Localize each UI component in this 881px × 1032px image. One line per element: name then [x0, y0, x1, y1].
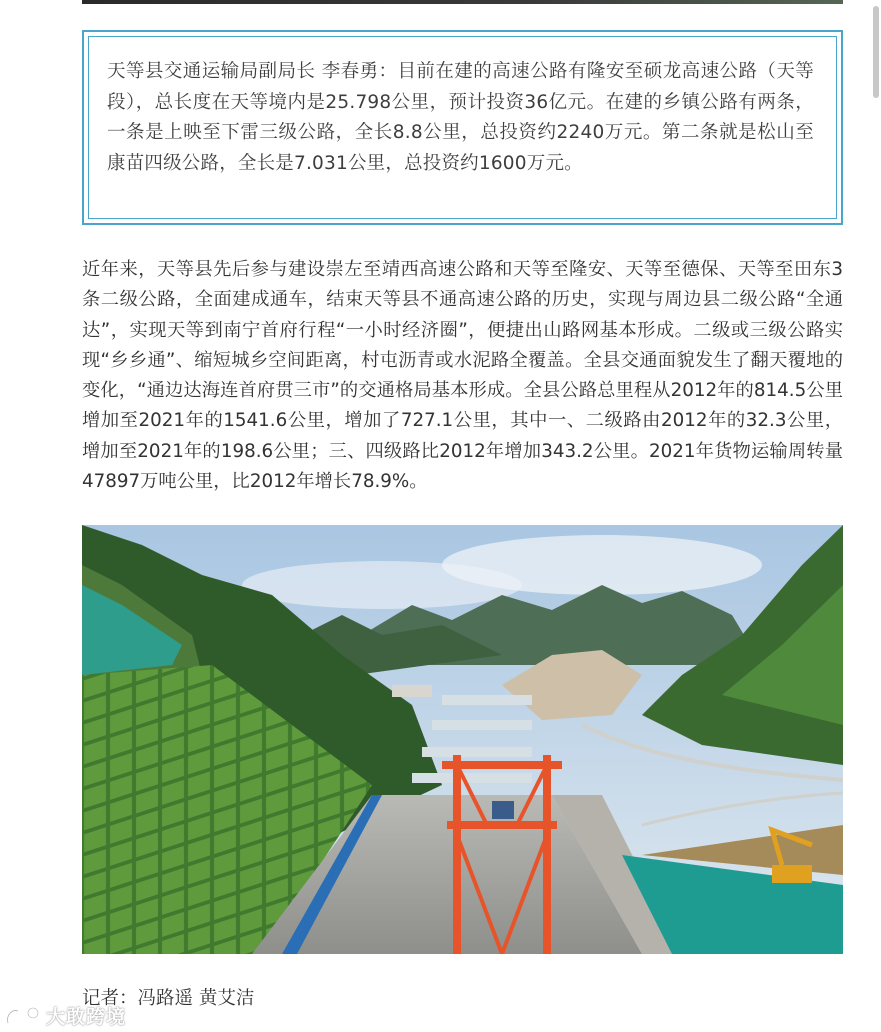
scrollbar[interactable]	[871, 0, 881, 1032]
quote-inner-frame	[88, 36, 837, 219]
article-paragraph: 近年来，天等县先后参与建设崇左至靖西高速公路和天等至隆安、天等至德保、天等至田东3条二级公路，全面建成通车，结束天等县不通高速公路的历史，实现与周边县二级公路“全通达”，实现天等到南宁首府行程“一小时经济圈”，便捷出山路网基本形成。二级或三级公路实现“乡乡通”、缩短城乡空间距离，村屯沥青或水泥路全覆盖。全县交通面貌发生了翻天覆地的变化，“通边达海连首府贯三市”的交通格局基本形成。全县公路总里程从2012年的814.5公里增加至2021年的1541.6公里，增加了727.1公里，其中一、二级路由2012年的32.3公里，增加至2021年的198.6公里；三、四级路比2012年增加343.2公里。2021年货物运输周转量47897万吨公里，比2012年增长78.9%。	[82, 259, 843, 493]
watermark	[4, 1002, 126, 1029]
quote-text: 天等县交通运输局副局长 李春勇：目前在建的高速公路有隆安至硕龙高速公路（天等段），总长度在天等境内是25.798公里，预计投资36亿元。在建的乡镇公路有两条，一条是上映至下雷三级公路，全长8.8公里，总投资约2240万元。第二条就是松山至康苗四级公路，全长是7.031公里，总投资约1600万元。	[107, 61, 814, 174]
scrollbar-thumb[interactable]	[873, 6, 879, 98]
top-photo-edge	[82, 0, 843, 4]
watermark-logo-icon	[4, 1005, 42, 1027]
quote-box	[82, 30, 843, 225]
reporter-credit: 记者：冯路遥 黄艾洁	[82, 988, 255, 1009]
watermark-text: 大敢跨境	[46, 1006, 127, 1028]
construction-photo-illustration	[82, 525, 843, 954]
construction-photo	[82, 525, 843, 954]
